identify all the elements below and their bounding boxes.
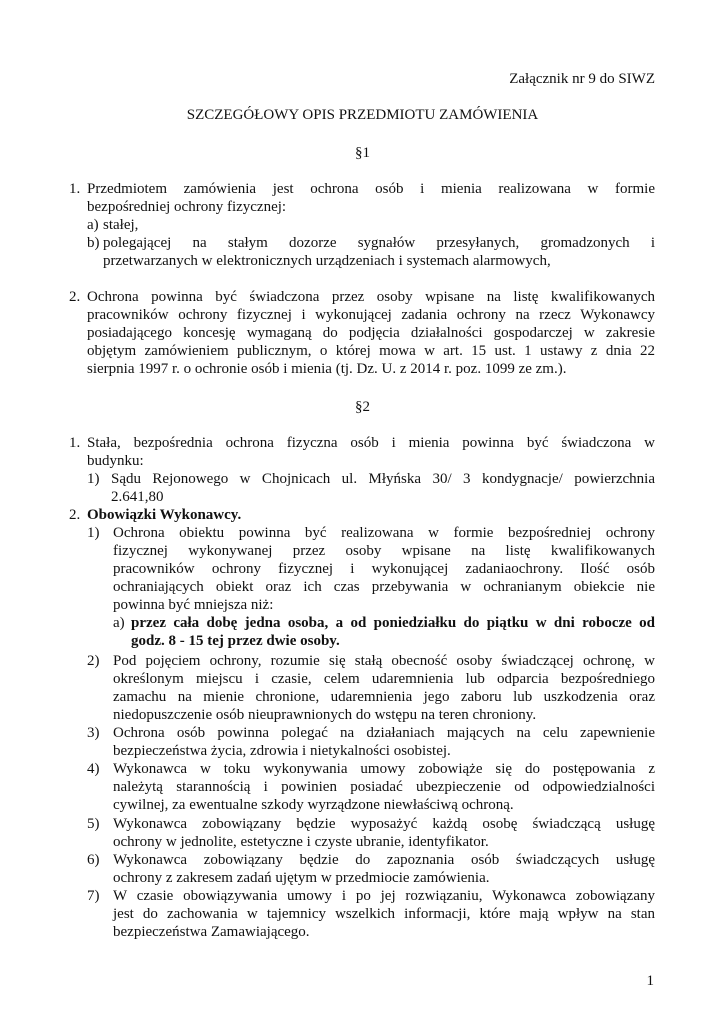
- duty-1-line3: pracowników ochrony fizycznej i wykonującej zadaniaochrony. Ilość osób: [113, 561, 655, 577]
- s2-p2-number: 2.: [69, 507, 81, 523]
- duty-7-line1: W czasie obowiązywania umowy i po jej rozwiązaniu, Wykonawca zobowiązany: [113, 888, 655, 904]
- duty-4-label: 4): [87, 761, 100, 777]
- s1-b-label: b): [87, 235, 100, 251]
- duty-2-line1: Pod pojęciem ochrony, rozumie się stałą obecność osoby świadczącej ochronę, w: [113, 653, 655, 669]
- duty-1a-line2: godz. 8 - 15 tej przez dwie osoby.: [131, 633, 340, 649]
- duty-5-label: 5): [87, 816, 100, 832]
- duty-1a-line1: przez cała dobę jedna osoba, a od poniedziałku do piątku w dni robocze od: [131, 615, 655, 631]
- duty-1a-label: a): [113, 615, 125, 631]
- s1-p2-line2: pracowników ochrony fizycznej i wykonującej zadania ochrony na rzecz Wykonawcy: [87, 307, 655, 323]
- duty-2-label: 2): [87, 653, 100, 669]
- s1-p1-line2: bezpośredniej ochrony fizycznej:: [87, 199, 287, 215]
- duty-6-line1: Wykonawca zobowiązany będzie do zapoznania osób świadczących usługę: [113, 852, 655, 868]
- duty-1-line5: powinna być mniejsza niż:: [113, 597, 274, 613]
- duty-6-line2: ochrony z zakresem zadań ujętym w przedmiocie zamówienia.: [113, 870, 490, 886]
- s2-p1-number: 1.: [69, 435, 81, 451]
- duty-1-label: 1): [87, 525, 100, 541]
- duty-4-line2: należytą starannością i powinien posiadać ubezpieczenie od odpowiedzialności: [113, 779, 655, 795]
- duty-2-line2: określonym miejscu i czasie, celem udaremnienia lub odparcia bezpośredniego: [113, 671, 655, 687]
- s2-p1-item1-label: 1): [87, 471, 100, 487]
- s2-p1-line1: Stała, bezpośrednia ochrona fizyczna osób i mienia powinna być świadczona w: [87, 435, 655, 451]
- duty-3-line1: Ochrona osób powinna polegać na działaniach mających na celu zapewnienie: [113, 725, 655, 741]
- s2-p1-line2: budynku:: [87, 453, 144, 469]
- page-number: 1: [646, 973, 654, 989]
- section-1-heading: §1: [355, 145, 370, 161]
- duty-7-label: 7): [87, 888, 100, 904]
- duty-6-label: 6): [87, 852, 100, 868]
- s1-a-label: a): [87, 217, 99, 233]
- s1-b-line2: przetwarzanych w elektronicznych urządzeniach i systemach alarmowych,: [103, 253, 551, 269]
- s1-p2-line5: sierpnia 1997 r. o ochronie osób i mienia (tj. Dz. U. z 2014 r. poz. 1099 ze zm.).: [87, 361, 567, 377]
- s1-p2-number: 2.: [69, 289, 81, 305]
- duty-5-line2: ochrony w jednolite, estetyczne i czyste ubranie, identyfikator.: [113, 834, 489, 850]
- duty-1-line1: Ochrona obiektu powinna być realizowana w formie bezpośredniej ochrony: [113, 525, 655, 541]
- s2-p1-item1-line1: Sądu Rejonowego w Chojnicach ul. Młyńska 30/ 3 kondygnacje/ powierzchnia: [111, 471, 655, 487]
- contractor-duties-title: Obowiązki Wykonawcy.: [87, 507, 242, 523]
- duty-1-line4: ochraniających obiekt oraz ich czas przebywania w ochranianym obiekcie nie: [113, 579, 655, 595]
- duty-7-line2: jest do zachowania w tajemnicy wszelkich informacji, które mają wpływ na stan: [113, 906, 655, 922]
- s2-p1-item1-line2: 2.641,80: [111, 489, 164, 505]
- s1-a-text: stałej,: [103, 217, 139, 233]
- s1-b-line1: polegającej na stałym dozorze sygnałów przesyłanych, gromadzonych i: [103, 235, 655, 251]
- s1-p2-line4: objętym zamówieniem publicznym, o której mowa w art. 15 ust. 1 ustawy z dnia 22: [87, 343, 655, 359]
- duty-1-line2: fizycznej wykonywanej przez osoby wpisane na listę kwalifikowanych: [113, 543, 655, 559]
- duty-3-label: 3): [87, 725, 100, 741]
- duty-7-line3: bezpieczeństwa Zamawiającego.: [113, 924, 310, 940]
- document-title: SZCZEGÓŁOWY OPIS PRZEDMIOTU ZAMÓWIENIA: [186, 107, 539, 123]
- annex-label: Załącznik nr 9 do SIWZ: [509, 71, 655, 87]
- section-2-heading: §2: [355, 399, 370, 415]
- duty-2-line3: zamachu na mienie chronione, udaremnienia jego zaboru lub uszkodzenia oraz: [113, 689, 655, 705]
- s1-p1-line1: Przedmiotem zamówienia jest ochrona osób i mienia realizowana w formie: [87, 181, 655, 197]
- duty-4-line1: Wykonawca w toku wykonywania umowy zobowiąże się do postępowania z: [113, 761, 655, 777]
- s1-p1-number: 1.: [69, 181, 81, 197]
- duty-5-line1: Wykonawca zobowiązany będzie wyposażyć każdą osobę świadczącą usługę: [113, 816, 655, 832]
- duty-4-line3: cywilnej, za ewentualne szkody wyrządzone niewłaściwą ochroną.: [113, 797, 514, 813]
- s1-p2-line3: posiadającego koncesję wymaganą do podjęcia działalności gospodarczej w zakresie: [87, 325, 655, 341]
- duty-3-line2: bezpieczeństwa życia, zdrowia i nietykalności osobistej.: [113, 743, 451, 759]
- duty-2-line4: niedopuszczenie osób nieuprawnionych do wstępu na teren chroniony.: [113, 707, 537, 723]
- s1-p2-line1: Ochrona powinna być świadczona przez osoby wpisane na listę kwalifikowanych: [87, 289, 655, 305]
